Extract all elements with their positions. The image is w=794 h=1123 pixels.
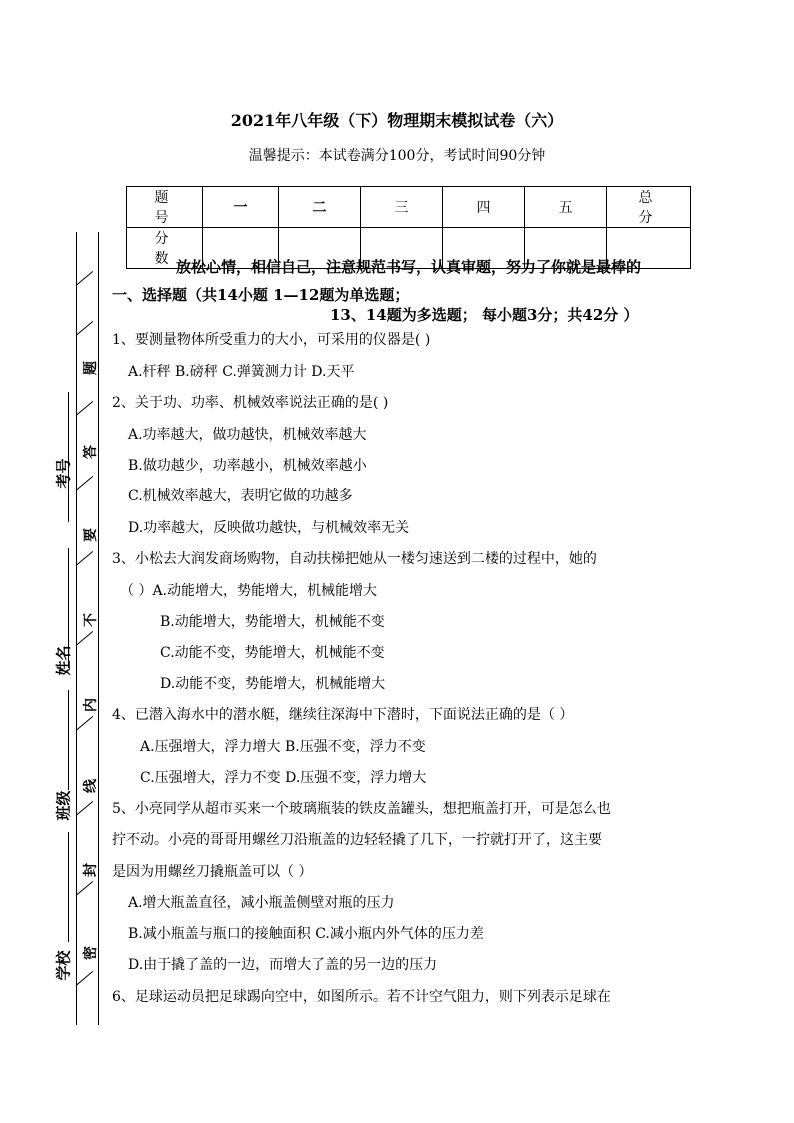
question-4-options-cd: C.压强增大，浮力不变 D.压强不变，浮力增大 — [140, 770, 427, 786]
seal-char: 要 — [83, 528, 99, 542]
question-5-stem: 是因为用螺丝刀撬瓶盖可以（ ） — [112, 864, 313, 880]
question-2-option-b: B.做功越少，功率越小，机械效率越小 — [128, 458, 367, 474]
binding-slash — [76, 716, 93, 731]
section-heading: 一、选择题（共14小题 1—12题为单选题； — [112, 286, 410, 304]
motto: 放松心情，相信自己，注意规范书写，认真审题，努力了你就是最棒的 — [176, 258, 642, 276]
page-title: 2021年八年级（下）物理期末模拟试卷（六） — [230, 111, 564, 130]
question-3-option-b: B.动能增大，势能增大，机械能不变 — [160, 614, 385, 630]
question-5-option-a: A.增大瓶盖直径，减小瓶盖侧壁对瓶的压力 — [128, 895, 395, 911]
seal-char: 密 — [83, 946, 99, 960]
question-4-options-ab: A.压强增大，浮力增大 B.压强不变，浮力不变 — [140, 739, 426, 755]
binding-slash — [76, 631, 93, 646]
question-3-option-d: D.动能不变，势能增大，机械能增大 — [160, 676, 386, 692]
score-table-cell: 二 — [279, 187, 361, 228]
score-table-cell: 分 数 — [127, 228, 203, 269]
question-2-option-a: A.功率越大，做功越快，机械效率越大 — [128, 427, 367, 443]
score-table-cell: 四 — [443, 187, 525, 228]
question-2-stem: 2、关于功、功率、机械效率说法正确的是( ) — [112, 395, 389, 411]
question-5-stem: 拧不动。小亮的哥哥用螺丝刀沿瓶盖的边轻轻撬了几下，一拧就打开了，这主要 — [112, 832, 602, 848]
question-3-stem: 3、小松去大润发商场购物，自动扶梯把她从一楼匀速送到二楼的过程中，她的 — [112, 551, 597, 567]
seal-char: 不 — [83, 613, 99, 627]
binding-slash — [76, 271, 93, 286]
question-1-stem: 1、要测量物体所受重力的大小，可采用的仪器是( ) — [112, 332, 431, 348]
section-heading-cont: 13、14题为多选题； 每小题3分；共42分 ） — [330, 306, 639, 324]
school-field[interactable] — [68, 832, 69, 942]
score-table-cell: 一 — [203, 187, 279, 228]
question-3-option-a: （ ）A.动能增大，势能增大，机械能增大 — [120, 583, 378, 599]
seal-char: 封 — [83, 863, 99, 877]
binding-slash — [76, 881, 93, 896]
class-field[interactable] — [68, 690, 69, 790]
score-table-cell: 题 号 — [127, 187, 203, 228]
class-label: 班级 — [54, 790, 73, 821]
score-table-cell: 三 — [361, 187, 443, 228]
score-table-header-row — [127, 187, 691, 228]
binding-line-right — [98, 232, 99, 1025]
question-6-stem: 6、足球运动员把足球踢向空中，如图所示。若不计空气阻力，则下列表示足球在 — [112, 989, 611, 1005]
exam-number-field[interactable] — [68, 392, 69, 522]
question-3-option-c: C.动能不变，势能增大，机械能不变 — [160, 645, 385, 661]
binding-line-left — [76, 232, 77, 1025]
binding-slash — [76, 971, 93, 986]
binding-slash — [76, 476, 93, 491]
question-5-options-bc: B.减小瓶盖与瓶口的接触面积 C.减小瓶内外气体的压力差 — [128, 926, 484, 942]
binding-slash — [76, 321, 93, 336]
score-table-cell: 总 分 — [607, 187, 691, 228]
exam-number-label: 考号 — [54, 458, 73, 489]
seal-char: 线 — [83, 779, 99, 793]
question-4-stem: 4、已潜入海水中的潜水艇，继续往深海中下潜时，下面说法正确的是（ ） — [112, 707, 574, 723]
question-2-option-d: D.功率越大，反映做功越快，与机械效率无关 — [128, 520, 410, 536]
seal-char: 答 — [83, 445, 99, 459]
school-label: 学校 — [54, 950, 73, 981]
score-table-cell: 五 — [525, 187, 607, 228]
seal-char: 内 — [83, 698, 99, 712]
question-1-options: A.杆秤 B.磅秤 C.弹簧测力计 D.天平 — [128, 364, 355, 380]
seal-char: 题 — [83, 361, 99, 375]
binding-slash — [76, 551, 93, 566]
question-5-stem: 5、小亮同学从超市买来一个玻璃瓶装的铁皮盖罐头，想把瓶盖打开，可是怎么也 — [112, 801, 611, 817]
page-subtitle: 温馨提示：本试卷满分100分，考试时间90分钟 — [248, 148, 546, 164]
question-5-option-d: D.由于撬了盖的一边，而增大了盖的另一边的压力 — [128, 957, 438, 973]
binding-slash — [76, 401, 93, 416]
question-2-option-c: C.机械效率越大，表明它做的功越多 — [128, 488, 353, 504]
student-name-label: 姓名 — [54, 645, 73, 676]
binding-slash — [76, 801, 93, 816]
